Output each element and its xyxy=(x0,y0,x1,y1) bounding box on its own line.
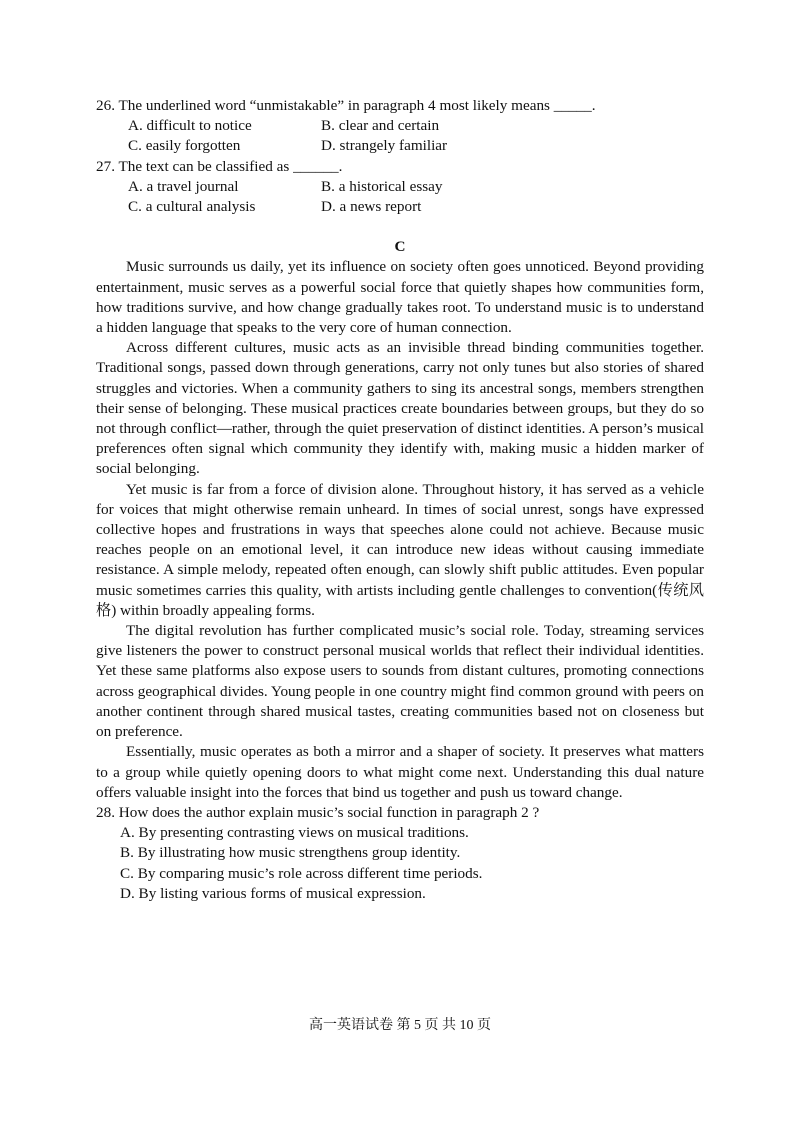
option-a: A. By presenting contrasting views on musical traditions. xyxy=(120,824,469,842)
passage-paragraph: Essentially, music operates as both a mirror and a shaper of society. It preserves what matters to a group while quietly opening doors to what might come next. Understanding this dual nature offers valuable insight into the forces that bind us together and push us toward change. xyxy=(96,743,704,801)
passage xyxy=(96,257,704,802)
answer-options xyxy=(96,116,704,156)
option-a: A. a travel journal xyxy=(128,177,239,195)
option-b: B. By illustrating how music strengthens group identity. xyxy=(120,844,461,862)
question-27 xyxy=(96,157,704,218)
page-footer: 高一英语试卷 第 5 页 共 10 页 xyxy=(309,1018,491,1033)
section-title: C xyxy=(394,238,406,256)
passage-paragraph: The digital revolution has further complicated music’s social role. Today, streaming services give listeners the power to construct personal musical worlds that reflect their individual identities. Yet these same platforms also expose users to sounds from distant cultures, promoting connections across geographical divides. Young people in one country might find common ground with peers on another continent through shared musical tastes, creating communities based not on closeness but on preference. xyxy=(96,622,704,741)
page-content xyxy=(96,96,704,904)
answer-options xyxy=(96,177,704,217)
question-26 xyxy=(96,96,704,157)
question-stem: 27. The text can be classified as ______. xyxy=(96,157,343,175)
option-c: C. easily forgotten xyxy=(128,137,241,155)
option-a: A. difficult to notice xyxy=(128,117,252,135)
option-d: D. By listing various forms of musical expression. xyxy=(120,884,426,902)
passage-paragraph: Yet music is far from a force of division alone. Throughout history, it has served as a vehicle for voices that might otherwise remain unheard. In times of social unrest, songs have expressed collective hopes and frustrations in ways that speeches alone could not achieve. Because music reaches people on an emotional level, it can introduce new ideas without causing immediate resistance. A simple melody, repeated often enough, can slowly shift public attitudes. Even popular music sometimes carries this quality, with artists including gentle challenges to convention(传统风格) within broadly appealing forms. xyxy=(96,480,704,619)
question-28 xyxy=(96,803,704,904)
option-d: D. strangely familiar xyxy=(321,137,448,155)
question-stem: 26. The underlined word “unmistakable” in paragraph 4 most likely means _____. xyxy=(96,97,596,114)
answer-options xyxy=(96,823,704,904)
option-c: C. a cultural analysis xyxy=(128,198,256,216)
passage-paragraph: Across different cultures, music acts as an invisible thread binding communities together. Traditional songs, passed down through generations, carry not only tunes but also stories of shared struggles and victories. When a community gathers to sing its ancestral songs, members strengthen their sense of belonging. These musical practices create boundaries between groups, but they do so not through conflict—rather, through the quiet preservation of distinct identities. A person’s musical preferences often signal which community they identify with, making music a hidden marker of social belonging. xyxy=(96,339,704,478)
option-d: D. a news report xyxy=(321,198,422,216)
passage-paragraph: Music surrounds us daily, yet its influence on society often goes unnoticed. Beyond providing entertainment, music serves as a powerful social force that quietly shapes how communities form, how traditions survive, and how change gradually takes root. To understand music is to understand a hidden language that speaks to the very core of human connection. xyxy=(96,258,704,337)
option-b: B. a historical essay xyxy=(321,177,443,195)
option-c: C. By comparing music’s role across different time periods. xyxy=(120,864,483,882)
question-stem: 28. How does the author explain music’s social function in paragraph 2 ? xyxy=(96,803,540,821)
option-b: B. clear and certain xyxy=(321,117,440,135)
